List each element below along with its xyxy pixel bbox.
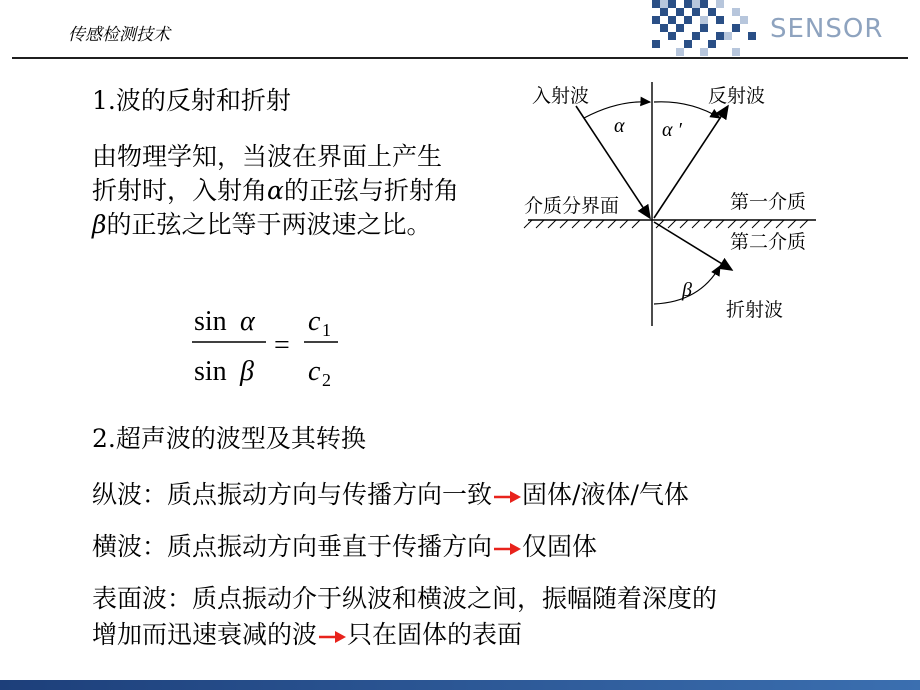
label-medium1: 第一介质 [730,191,807,213]
formula-c-bottom: c [308,356,321,387]
label-alpha-prime: α ′ [662,119,682,141]
red-arrow-icon [492,486,522,508]
para-text-1: 由物理学知，当波在界面上产生折射时，入射角 [92,142,443,205]
longitudinal-media: 固体/液体/气体 [522,480,689,509]
transverse-media: 仅固体 [522,532,598,561]
label-medium2: 第二介质 [730,231,807,253]
surface-wave-line2 [92,618,522,652]
para-text-2: 的正弦与折射角 [283,176,459,205]
red-arrow-icon [317,626,347,648]
formula-beta: β [240,356,254,387]
formula-sub1: 1 [322,320,331,340]
longitudinal-wave-line [92,478,689,512]
transverse-text: 横波：质点振动方向垂直于传播方向 [92,532,493,561]
formula-alpha: α [240,306,255,337]
snell-formula [188,296,358,396]
header-title: 传感检测技术 [68,25,170,45]
formula-equals: = [274,330,290,361]
longitudinal-text: 纵波：质点振动方向与传播方向一致 [92,480,493,509]
section1-heading: 1.波的反射和折射 [92,86,291,115]
beta-symbol: β [92,210,107,239]
para-text-3: 的正弦之比等于两波速之比。 [106,210,432,239]
alpha-symbol: α [267,176,284,205]
header-divider [12,57,908,59]
label-alpha: α [614,115,625,137]
formula-c-top: c [308,306,321,337]
surface-wave-line1: 表面波：质点振动介于纵波和横波之间，振幅随着深度的 [92,584,718,613]
label-beta: β [682,279,692,301]
surface-text: 增加而迅速衰减的波 [92,620,318,649]
label-reflected-wave: 反射波 [708,85,766,107]
reflection-refraction-diagram [520,70,830,330]
transverse-wave-line [92,530,597,564]
red-arrow-icon [492,538,522,560]
logo-text: SENSOR [770,14,884,44]
label-refracted-wave: 折射波 [726,299,784,321]
formula-sin-top: sin [194,306,227,337]
section1-paragraph [92,140,462,242]
logo-checker-pattern [652,0,762,60]
refracted-ray [654,222,732,270]
section2-heading: 2.超声波的波型及其转换 [92,424,366,453]
formula-sin-bottom: sin [194,356,227,387]
footer-bar [0,680,920,690]
label-interface: 介质分界面 [524,195,620,217]
formula-sub2: 2 [322,370,331,390]
label-incident-wave: 入射波 [532,85,590,107]
surface-media: 只在固体的表面 [347,620,523,649]
interface-hatching [524,220,808,228]
